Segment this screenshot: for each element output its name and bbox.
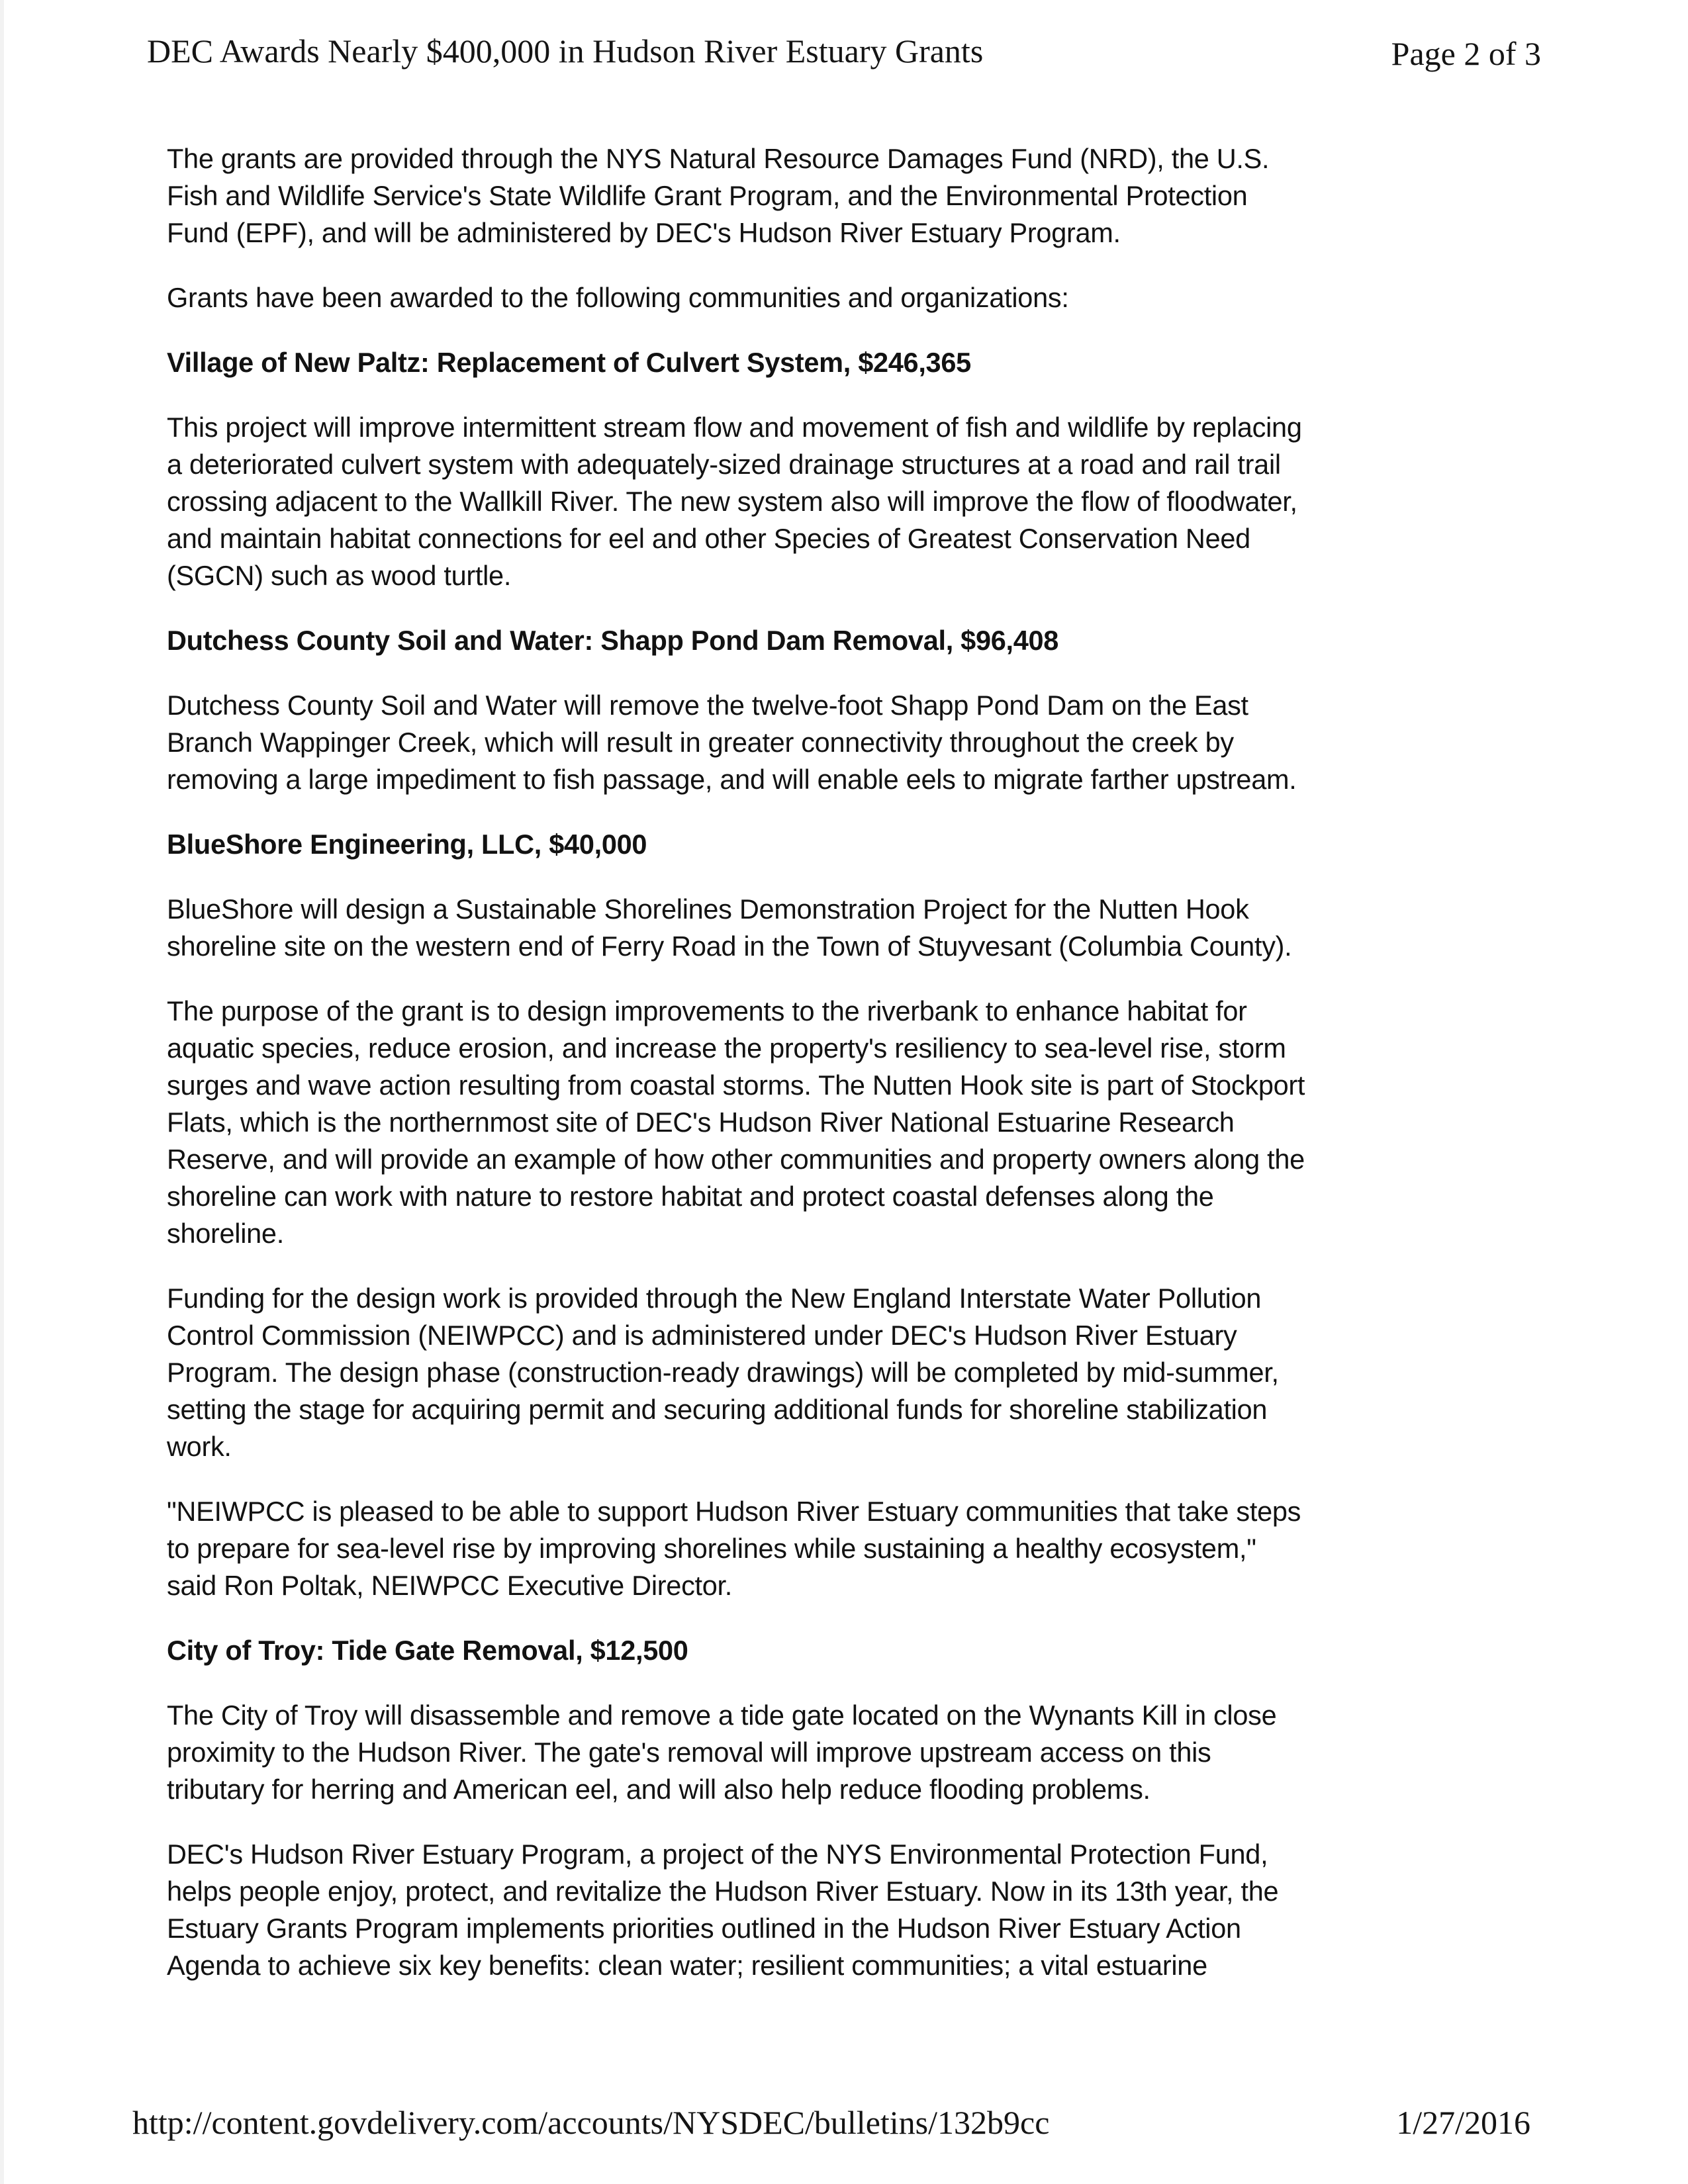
text-line: proximity to the Hudson River. The gate's removal will improve upstream access on this (167, 1737, 1211, 1768)
text-line: said Ron Poltak, NEIWPCC Executive Director. (167, 1570, 732, 1601)
text-line: and maintain habitat connections for eel and other Species of Greatest Conservation Need (167, 523, 1250, 554)
paragraph-dutchess (167, 687, 1411, 798)
text-line: Fund (EPF), and will be administered by DEC's Hudson River Estuary Program. (167, 217, 1121, 248)
text-line: setting the stage for acquiring permit and securing additional funds for shoreline stabilization (167, 1394, 1268, 1425)
text-line: Fish and Wildlife Service's State Wildlife Grant Program, and the Environmental Protection (167, 180, 1248, 211)
footer-date: 1/27/2016 (1396, 2104, 1530, 2141)
text-line: "NEIWPCC is pleased to be able to support Hudson River Estuary communities that take steps (167, 1496, 1301, 1527)
text-line: shoreline. (167, 1218, 284, 1249)
text-line: BlueShore will design a Sustainable Shorelines Demonstration Project for the Nutten Hook (167, 893, 1249, 925)
text-line: Reserve, and will provide an example of how other communities and property owners along the (167, 1144, 1305, 1175)
heading-text: Dutchess County Soil and Water: Shapp Pond Dam Removal, $96,408 (167, 625, 1059, 656)
paragraph-funding-sources (167, 140, 1411, 251)
heading-troy (167, 1632, 1411, 1669)
text-line: This project will improve intermittent stream flow and movement of fish and wildlife by replacing (167, 412, 1302, 443)
text-line: Funding for the design work is provided through the New England Interstate Water Pollution (167, 1283, 1262, 1314)
paragraph-program (167, 1836, 1411, 1984)
text-line: Dutchess County Soil and Water will remove the twelve-foot Shapp Pond Dam on the East (167, 690, 1248, 721)
text-line: to prepare for sea-level rise by improving shorelines while sustaining a healthy ecosystem," (167, 1533, 1256, 1564)
text-line: removing a large impediment to fish passage, and will enable eels to migrate farther upstream. (167, 764, 1297, 795)
paragraph-blueshore (167, 891, 1411, 965)
paragraph-intro-awards (167, 279, 1411, 316)
text-line: crossing adjacent to the Wallkill River. The new system also will improve the flow of floodwater, (167, 486, 1297, 517)
text-line: shoreline can work with nature to restore habitat and protect coastal defenses along the (167, 1181, 1214, 1212)
article-body (167, 140, 1411, 2012)
text-line: work. (167, 1431, 232, 1462)
text-line: Agenda to achieve six key benefits: clean water; resilient communities; a vital estuarine (167, 1950, 1207, 1981)
header-title: DEC Awards Nearly $400,000 in Hudson River Estuary Grants (147, 32, 984, 69)
paragraph-troy (167, 1697, 1411, 1808)
heading-blueshore (167, 826, 1411, 863)
text-line: tributary for herring and American eel, and will also help reduce flooding problems. (167, 1774, 1150, 1805)
text-line: Control Commission (NEIWPCC) and is administered under DEC's Hudson River Estuary (167, 1320, 1237, 1351)
text-line: Estuary Grants Program implements priorities outlined in the Hudson River Estuary Action (167, 1913, 1241, 1944)
text-line: shoreline site on the western end of Ferry Road in the Town of Stuyvesant (Columbia County). (167, 931, 1292, 962)
text-line: Program. The design phase (construction-ready drawings) will be completed by mid-summer, (167, 1357, 1279, 1388)
text-line: The purpose of the grant is to design improvements to the riverbank to enhance habitat for (167, 995, 1247, 1026)
text-line: helps people enjoy, protect, and revitalize the Hudson River Estuary. Now in its 13th year, the (167, 1876, 1279, 1907)
text-line: aquatic species, reduce erosion, and increase the property's resiliency to sea-level rise, storm (167, 1032, 1286, 1064)
paragraph-purpose (167, 993, 1411, 1252)
footer-url: http://content.govdelivery.com/accounts/NYSDEC/bulletins/132b9cc (132, 2104, 1050, 2141)
heading-new-paltz (167, 344, 1411, 381)
text-line: The grants are provided through the NYS Natural Resource Damages Fund (NRD), the U.S. (167, 143, 1270, 174)
heading-dutchess (167, 622, 1411, 659)
paragraph-new-paltz (167, 409, 1411, 594)
text-line: Grants have been awarded to the following communities and organizations: (167, 282, 1069, 313)
text-line: (SGCN) such as wood turtle. (167, 560, 512, 591)
text-line: surges and wave action resulting from coastal storms. The Nutten Hook site is part of Stockport (167, 1069, 1305, 1101)
heading-text: BlueShore Engineering, LLC, $40,000 (167, 829, 647, 860)
heading-text: City of Troy: Tide Gate Removal, $12,500 (167, 1635, 688, 1666)
scan-edge (0, 0, 4, 2184)
header-page-number: Page 2 of 3 (1391, 35, 1541, 72)
heading-text: Village of New Paltz: Replacement of Culvert System, $246,365 (167, 347, 971, 378)
paragraph-funding-design (167, 1280, 1411, 1465)
text-line: Branch Wappinger Creek, which will result in greater connectivity throughout the creek by (167, 727, 1234, 758)
text-line: Flats, which is the northernmost site of DEC's Hudson River National Estuarine Research (167, 1107, 1235, 1138)
paragraph-quote (167, 1493, 1411, 1604)
text-line: The City of Troy will disassemble and remove a tide gate located on the Wynants Kill in close (167, 1700, 1277, 1731)
text-line: DEC's Hudson River Estuary Program, a project of the NYS Environmental Protection Fund, (167, 1839, 1268, 1870)
text-line: a deteriorated culvert system with adequately-sized drainage structures at a road and rail trail (167, 449, 1281, 480)
